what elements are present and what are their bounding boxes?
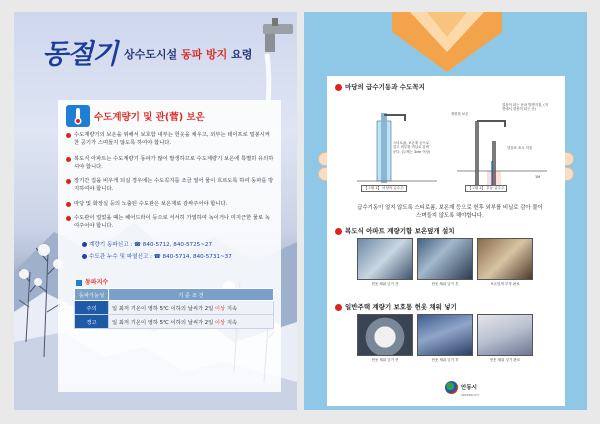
meter-box-photo xyxy=(357,238,413,280)
bullet-dot-icon xyxy=(66,216,71,221)
thermometer-icon xyxy=(66,105,90,127)
photo-caption: 보온덮개 부착 완료 xyxy=(490,282,520,286)
bullet-icon xyxy=(335,228,342,235)
level-cell: 주의 xyxy=(75,301,109,315)
bullet-text: 장기간 집을 비우게 되실 경우에는 수도꼭지를 조금 열어 물이 흐르도록 하여 동파를 방지하여야 합니다. xyxy=(74,178,274,192)
faucet-icon xyxy=(259,16,295,106)
bullet-text: 마당 및 화장실 등의 노출된 수도관은 보온재로 감싸주어야 합니다. xyxy=(74,201,228,207)
figure-caption: 【그림 1】 마당의 급수주 xyxy=(361,185,407,192)
section-header xyxy=(335,226,455,235)
city-emblem-icon xyxy=(445,381,458,394)
diagram-label: 1M xyxy=(535,175,541,179)
table-header: 기 준 조 건 xyxy=(109,289,274,301)
bullet-item xyxy=(74,132,274,147)
bullet-icon xyxy=(335,304,342,311)
table-row xyxy=(75,315,274,329)
meter-box-photo xyxy=(477,238,533,280)
section-title: 수도계량기 및 관(菅) 보온 xyxy=(94,112,205,123)
phone-text: 계량기 동파신고 : ☎ 840-5712, 840-5725~27 xyxy=(89,242,213,248)
bullet-text: 복도식 아파트는 수도계량기 동파가 많이 발생하므로 수도계량기 보온에 특별히 유의하셔야 합니다. xyxy=(74,156,274,170)
condition-highlight: 이상 xyxy=(214,319,226,326)
meter-box-photo xyxy=(477,314,533,356)
condition-cell xyxy=(109,301,274,315)
table-row xyxy=(75,301,274,315)
diagram-label: 얼음이 되는 동파 발생지점, (지면에서 얼음이 되는 곳) xyxy=(502,103,549,112)
photo-caption: 헌옷 채워 넣기 전 xyxy=(371,282,399,286)
title-area xyxy=(14,12,297,92)
section-header xyxy=(335,82,425,91)
bullet-text: 수도관이 얼었을 때는 헤어드라이 등으로 서서히 가열하여 녹이거나 미지근한 물로 녹여주어야 합니다. xyxy=(74,215,270,229)
photo-caption: 헌옷 채워 넣기 전 xyxy=(371,358,399,362)
condition-cell xyxy=(109,315,274,329)
meter-box-photo xyxy=(417,314,473,356)
condition-suffix: 지속 xyxy=(225,319,238,326)
level-cell: 경고 xyxy=(75,315,109,329)
phone-icon xyxy=(82,242,87,247)
right-page xyxy=(304,12,587,410)
photo-caption: 헌옷 채워 넣기 후 xyxy=(431,282,459,286)
index-header xyxy=(76,277,108,286)
bullet-dot-icon xyxy=(66,157,71,162)
shirt-collar-icon xyxy=(392,12,502,82)
figure-caption: 【그림 2】 부동 급수주 xyxy=(465,185,507,192)
logo-subtext: ANDONG CITY xyxy=(461,394,480,397)
section-title: 복도식 아파트 계량기함 보온덮개 설치 xyxy=(345,227,455,235)
bullet-text: 수도계량기의 보온을 위해서 보호함 내부는 헌옷을 채우고, 외부는 테이프로 밀봉시켜 찬 공기가 스며들지 않도록 하여야 합니다. xyxy=(74,132,270,146)
bullet-item xyxy=(74,201,274,209)
section-header xyxy=(335,302,457,311)
page-title: 동절기 xyxy=(42,39,118,70)
page-subtitle xyxy=(124,46,252,62)
square-icon xyxy=(76,280,82,286)
figure-description: 급수기동이 얼지 않도록 스티로폼, 보온재 등으로 헌후 외부를 비닐로 감아 물이 스며들지 않도록 해야합니다. xyxy=(357,205,543,219)
bullet-dot-icon xyxy=(66,179,71,184)
table-header: 동파가능성 xyxy=(75,289,109,301)
section-title: 마당의 급수기동과 수도꼭지 xyxy=(345,83,425,91)
subtitle-highlight: 동파 방지 xyxy=(180,48,228,61)
phone-line xyxy=(82,240,212,248)
bullet-item xyxy=(74,156,274,171)
pipe-diagram xyxy=(357,101,547,193)
meter-box-photo xyxy=(357,314,413,356)
logo-text: 안동시 xyxy=(461,385,477,391)
section-title: 일반주택 계량기 보호통 헌옷 채워 넣기 xyxy=(345,303,457,311)
left-page xyxy=(14,12,297,410)
subtitle-suffix: 요령 xyxy=(227,48,253,61)
subtitle-prefix: 상수도시설 xyxy=(124,48,181,61)
phone-line xyxy=(82,252,232,260)
meter-box-photo xyxy=(417,238,473,280)
section-header xyxy=(62,105,272,127)
index-title: 동파지수 xyxy=(85,279,109,286)
freeze-index-table xyxy=(74,288,274,329)
condition-text: 일 최저 기온이 영하 5℃ 이하의 날씨가 2일 xyxy=(112,305,215,312)
diagram-label: 스티로폼, 보온재 등으로 감고 외부를 비닐로 감싸 준다. (두께는 3cm 이상) xyxy=(393,141,431,154)
document-sheet xyxy=(327,76,565,406)
condition-text: 일 최저 기온이 영하 5℃ 이하의 날씨가 2일 xyxy=(112,319,215,326)
photo-caption: 헌옷 채워 넣기 완료 xyxy=(489,358,521,362)
condition-highlight: 이상 xyxy=(214,305,226,312)
phone-text: 수도관 누수 및 파열신고 : ☎ 840-5714, 840-5731~37 xyxy=(89,254,232,260)
bullet-dot-icon xyxy=(66,133,71,138)
bullet-dot-icon xyxy=(66,202,71,207)
photo-caption: 헌옷 채워 넣기 후 xyxy=(431,358,459,362)
bullet-item xyxy=(74,215,274,230)
condition-suffix: 지속 xyxy=(225,305,238,312)
table-header-row xyxy=(75,289,274,301)
bullet-item xyxy=(74,178,274,193)
city-logo xyxy=(445,381,477,394)
diagram-label: 장항한 보온 xyxy=(451,112,469,116)
diagram-label: 얼음표 표시 지점 xyxy=(507,146,533,150)
phone-icon xyxy=(82,254,87,259)
bullet-icon xyxy=(335,84,342,91)
